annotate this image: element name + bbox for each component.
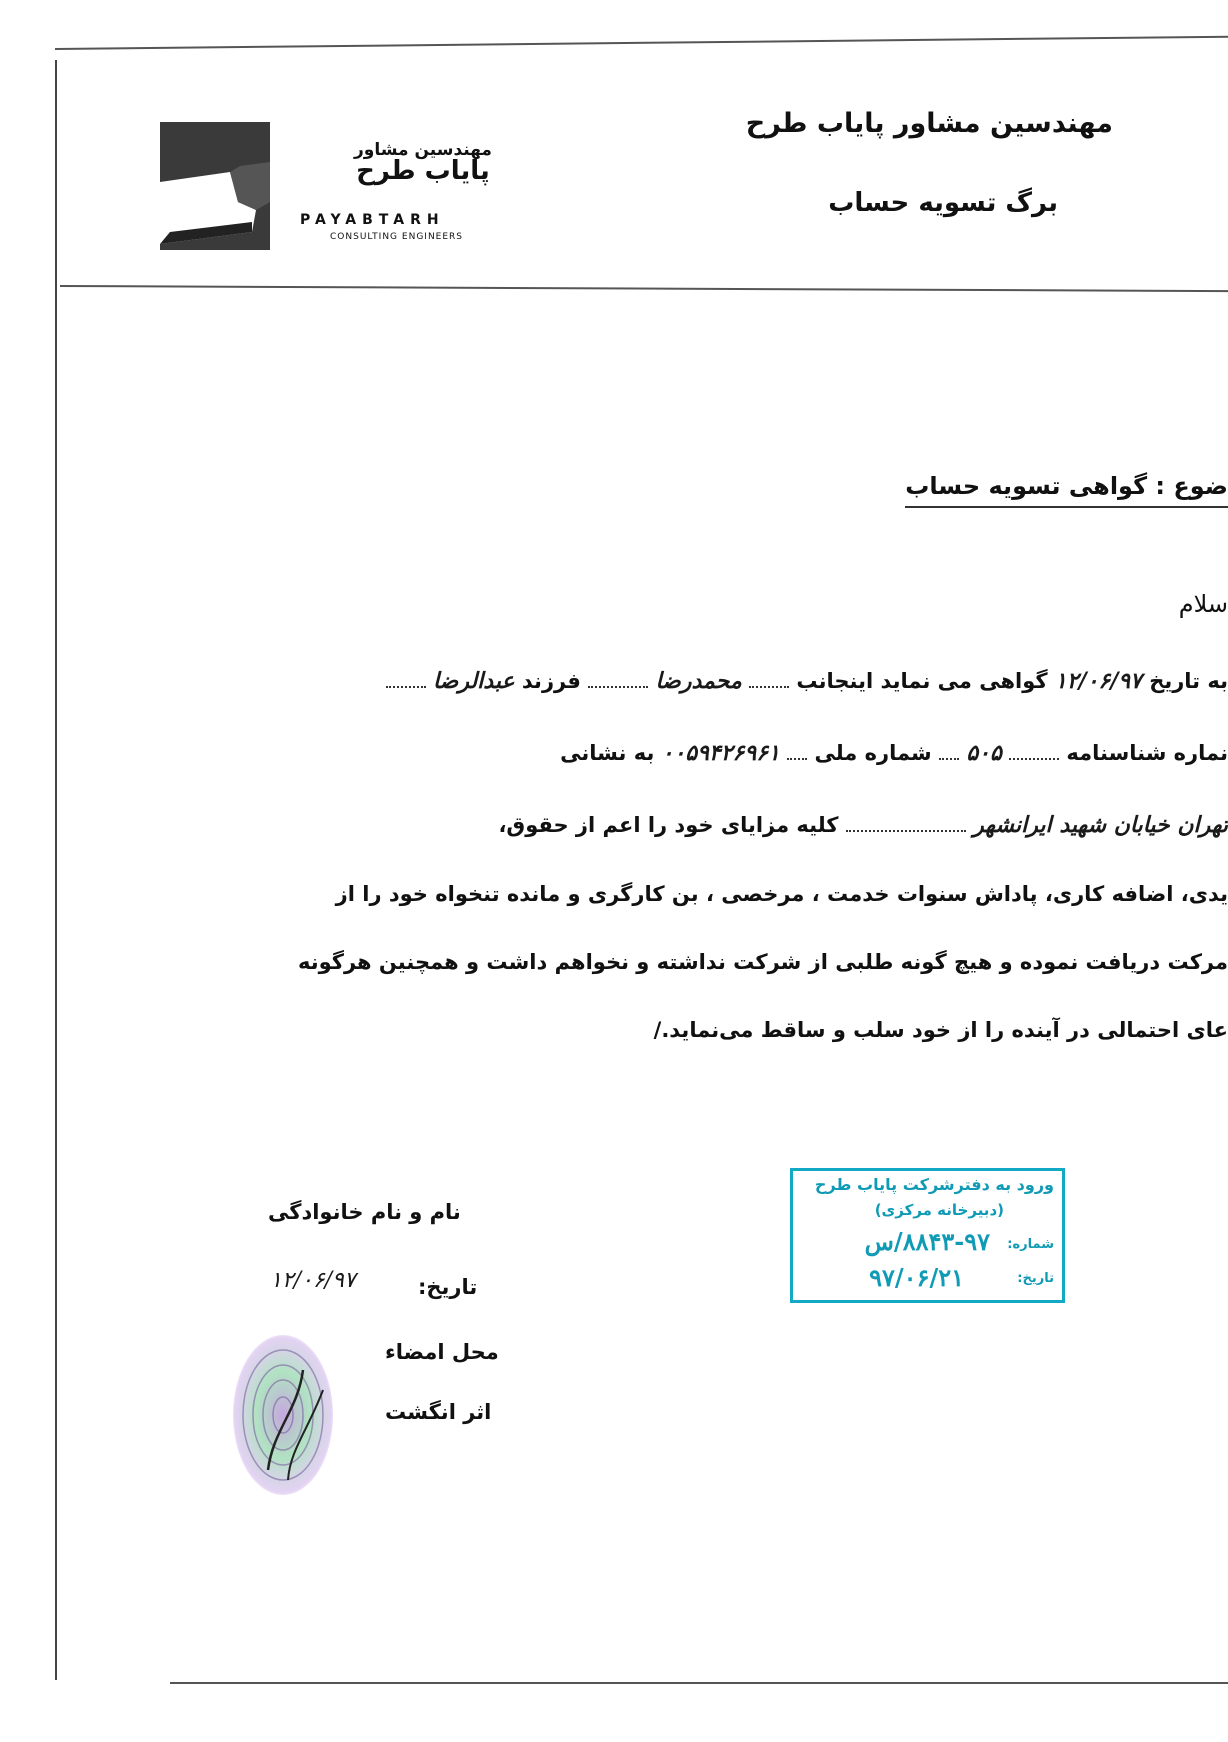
company-name: مهندسین مشاور پایاب طرح bbox=[745, 108, 1113, 139]
stamp-date-label: تاریخ: bbox=[1017, 1271, 1054, 1286]
fill-line bbox=[386, 672, 426, 688]
handwritten-address: تهران خیابان شهید ایرانشهر bbox=[973, 812, 1228, 838]
body-text: شماره ملی bbox=[814, 741, 932, 765]
body-text: کلیه مزایای خود را اعم از حقوق، bbox=[498, 813, 839, 837]
fingerprint-label: اثر انگشت bbox=[385, 1400, 492, 1424]
signature-place-label: محل امضاء bbox=[385, 1340, 499, 1364]
signature-date-value: ۱۲/۰۶/۹۷ bbox=[270, 1268, 356, 1293]
handwritten-date: ۱۲/۰۶/۹۷ bbox=[1054, 668, 1142, 694]
form-title: برگ تسویه حساب bbox=[828, 188, 1058, 218]
body-line-2 bbox=[560, 740, 1228, 766]
fill-line bbox=[588, 672, 648, 688]
salutation: سلام bbox=[1178, 590, 1228, 618]
logo-subtitle-en: CONSULTING ENGINEERS bbox=[330, 232, 464, 242]
handwritten-id-number: ۵۰۵ bbox=[966, 740, 1002, 766]
body-text: نماره شناسنامه bbox=[1066, 741, 1228, 765]
signature-name-label: نام و نام خانوادگی bbox=[268, 1200, 461, 1224]
handwritten-name: محمدرضا bbox=[655, 668, 742, 694]
fill-line bbox=[939, 744, 959, 760]
body-line-5: مرکت دریافت نموده و هیچ گونه طلبی از شرکت نداشته و نخواهم داشت و همچنین هرگونه bbox=[297, 950, 1228, 974]
company-logo-icon bbox=[160, 122, 275, 252]
page-top-border bbox=[55, 36, 1228, 50]
logo-subtitle-fa: مهندسین مشاور bbox=[354, 140, 492, 160]
fill-line bbox=[1009, 744, 1059, 760]
handwritten-father-name: عبدالرضا bbox=[432, 668, 515, 694]
body-line-6: عای احتمالی در آینده را از خود سلب و ساقط می‌نماید./ bbox=[653, 1018, 1228, 1042]
body-line-3 bbox=[498, 812, 1228, 838]
body-text: به نشانی bbox=[560, 741, 655, 765]
body-text: فرزند bbox=[521, 669, 581, 693]
fill-line bbox=[846, 816, 966, 832]
stamp-subtitle: (دبیرخانه مرکزی) bbox=[874, 1201, 1004, 1219]
receipt-stamp bbox=[790, 1168, 1065, 1303]
body-text: به تاریخ bbox=[1149, 669, 1228, 693]
body-line-4: یدی، اضافه کاری، پاداش سنوات خدمت ، مرخصی ، بن کارگری و مانده تنخواه خود را از bbox=[335, 882, 1228, 906]
page-bottom-border bbox=[170, 1682, 1228, 1684]
stamp-number-label: شماره: bbox=[1007, 1237, 1054, 1252]
body-text: گواهی می نماید اینجانب bbox=[796, 669, 1048, 693]
logo-title-fa: پایاب طرح bbox=[356, 156, 490, 186]
body-line-1 bbox=[386, 668, 1228, 694]
stamp-date-value: ۹۷/۰۶/۲۱ bbox=[869, 1263, 964, 1292]
logo-text bbox=[328, 140, 518, 186]
stamp-number-value: ۸۸۴۳-۹۷/س bbox=[864, 1227, 990, 1256]
fingerprint-icon bbox=[228, 1330, 338, 1500]
fill-line bbox=[787, 744, 807, 760]
handwritten-national-code: ۰۰۵۹۴۲۶۹۶۱ bbox=[661, 740, 780, 766]
stamp-title: ورود به دفترشرکت پایاب طرح bbox=[814, 1175, 1054, 1194]
signature-date-label: تاریخ: bbox=[418, 1275, 478, 1299]
fill-line bbox=[749, 672, 789, 688]
letter-subject: ضوع : گواهی تسویه حساب bbox=[905, 472, 1228, 508]
logo-title-en: PAYABTARH bbox=[300, 212, 445, 228]
